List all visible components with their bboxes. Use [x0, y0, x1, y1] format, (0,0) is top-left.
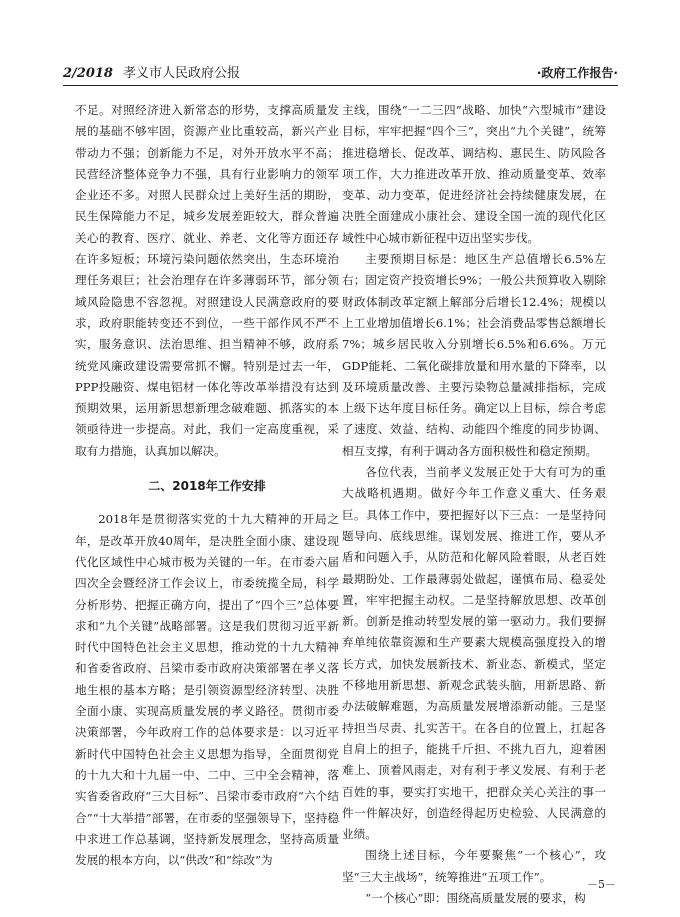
paragraph: 围绕上述目标，今年要聚焦“一个核心”，攻坚“三大主战场”，统筹推进“五项工作”。 [342, 848, 606, 884]
paragraph: 2018年是贯彻落实党的十九大精神的开局之年，是改革开放40周年，是决胜全面小康、建设现代化区域性中心城市极为关键的一年。在市委六届四次全会暨经济工作会议上，市委统揽全局，科学分析形势、把握正确方向，提出了“四个三”总体要求和“九个关键”战略部署。这是我们贯彻习近平新时代中国特色社会主义思想，推动党的十九大精神和省委省政府、吕梁市委市政府决策部署在孝义落地生根的基本方略；是引领资源型经济转型、决胜全面小康、实现高质量发展的孝义路径。贯彻市委决策部署，今年政府工作的总体要求是：以习近平新时代中国特色社会主义思想为指导，全面贯彻党的十九大和十九届一中、二中、三中全会精神，落实省委省政府“三大目标”、吕梁市委市政府“六个结合”“十大举措”部署，在市委的坚强领导下，坚持稳中求进工作总基调，坚持新发展理念，坚持高质量发展的根本方向，以“供改”和“综改”为 [75, 512, 339, 868]
left-column [75, 100, 339, 871]
section-label: ·政府工作报告· [536, 66, 618, 80]
paragraph: 主要预期目标是：地区生产总值增长6.5%左右；固定资产投资增长9%；一般公共预算收入剔除财政体制改革定额上解部分后增长12.4%；规模以上工业增加值增长6.1%；社会消费品零售总额增长7%；城乡居民收入分别增长6.5%和6.6%。万元GDP能耗、二氧化碳排放量和用水量的下降率，以及环境质量改善、主要污染物总量减排指标，完成上级下达年度目标任务。确定以上目标，综合考虑了速度、效益、结构、动能四个维度的同步协调、相互支撑，有利于调动各方面积极性和稳定预期。 [342, 252, 606, 458]
page-number: －5－ [587, 878, 616, 891]
right-column [342, 100, 606, 909]
section-heading: 二、2018年工作安排 [148, 479, 266, 494]
paragraph: “一个核心”即：围绕高质量发展的要求，构 [365, 890, 586, 905]
paragraph: 主线，围绕“一二三四”战略、加快“六型城市”建设目标，牢牢把握“四个三”，突出“九个关键”，统筹推进稳增长、促改革、调结构、惠民生、防风险各项工作，大力推进改革开放、推动质量变革、效率变革、动力变革，促进经济社会持续健康发展，在决胜全面建成小康社会、建设全国一流的现代化区域性中心城市新征程中迈出坚实步伐。 [342, 103, 606, 245]
running-header [63, 64, 618, 86]
header-left [63, 62, 240, 81]
header-rule [63, 85, 618, 86]
publication-title: 孝义市人民政府公报 [122, 66, 240, 81]
paragraph: 各位代表，当前孝义发展正处于大有可为的重大战略机遇期。做好今年工作意义重大、任务艰巨。具体工作中，要把握好以下三点：一是坚持问题导向、底线思维。谋划发展、推进工作，要从矛盾和问题入手，从防范和化解风险着眼，从老百姓最期盼处、工作最薄弱处做起，谨慎布局、稳妥处置，牢牢把握主动权。二是坚持解放思想、改革创新。创新是推动转型发展的第一驱动力。我们要摒弃单纯依靠资源和生产要素大规模高强度投入的增长方式，加快发展新技术、新业态、新模式，坚定不移地用新思想、新观念武装头脑，用新思路、新办法破解难题，为高质量发展增添新动能。三是坚持担当尽责、扎实苦干。在各自的位置上，扛起各自肩上的担子，能挑千斤担、不挑九百九，迎着困难上、顶着风雨走，对有利于孝义发展、有利于老百姓的事，要实打实地干，把群众关心关注的事一件一件解决好，创造经得起历史检验、人民满意的业绩。 [342, 465, 606, 842]
paragraph: 不足。对照经济进入新常态的形势，支撑高质量发展的基础不够牢固，资源产业比重较高，新兴产业带动力不强；创新能力不足，对外开放水平不高；民营经济整体竞争力不强，具有行业影响力的领军企业还不多。对照人民群众过上美好生活的期盼，民生保障能力不足，城乡发展差距较大，群众普遍关心的教育、医疗、就业、养老、文化等方面还存在许多短板；环境污染问题依然突出，生态环境治理任务艰巨；社会治理存在许多薄弱环节，部分领域风险隐患不容忽视。对照建设人民满意政府的要求，政府职能转变还不到位，一些干部作风不严不实，服务意识、法治思维、担当精神不够，政府系统党风廉政建设需要常抓不懈。特别是过去一年，PPP投融资、煤电铝材一体化等改革举措没有达到预期效果，运用新思想新理念破难题、抓落实的本领亟待进一步提高。对此，我们一定高度重视，采取有力措施，认真加以解决。 [75, 103, 339, 458]
issue-number: 2/2018 [63, 66, 113, 81]
